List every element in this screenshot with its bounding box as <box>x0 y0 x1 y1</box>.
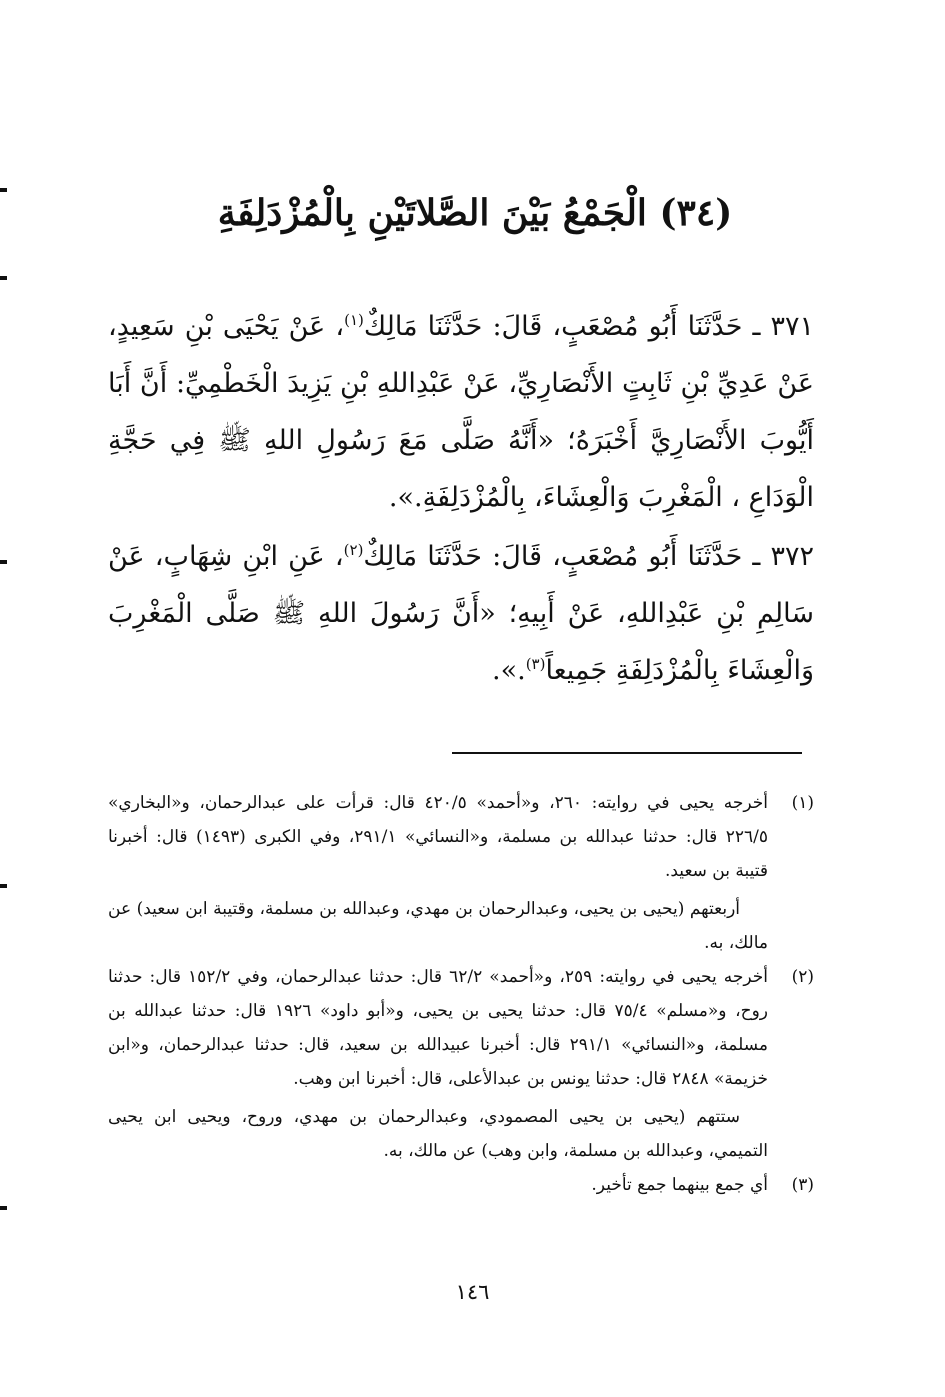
footnote-number: (١) <box>791 793 814 813</box>
footnote-paragraph: أربعتهم (يحيى بن يحيى، وعبدالرحمان بن مهدي، وعبدالله بن مسلمة، وقتيبة ابن سعيد) عن مالك، به. <box>108 899 768 953</box>
footnote-paragraph: أخرجه يحيى في روايته: ٢٥٩، و«أحمد» ٦٢/٢ قال: حدثنا عبدالرحمان، وفي ١٥٢/٢ قال: حدثنا روح، و«مسلم» ٧٥/٤ قال: حدثنا يحيى بن يحيى، و«أبو داود» ١٩٢٦ قال: حدثنا عبدالله بن مسلمة، و«النسائي» ٢٩١/١ قال: أخبرنا عبيدالله بن سعيد، قال: حدثنا عبدالرحمان، و«ابن خزيمة» ٢٨٤٨ قال: حدثنا يونس بن عبدالأعلى، قال: أخبرنا ابن وهب. <box>108 967 768 1089</box>
footnote-paragraph: أي جمع بينهما جمع تأخير. <box>591 1175 768 1195</box>
scan-edge-mark <box>0 276 7 280</box>
footnotes <box>108 786 814 1202</box>
hadith-371 <box>108 298 814 526</box>
footnote-ref-2[interactable]: (٢) <box>343 541 364 559</box>
footnote-body <box>108 1168 768 1202</box>
footnote-number: (٣) <box>791 1175 814 1195</box>
hadith-text: .». <box>492 655 526 686</box>
hadith-text: ٣٧٢ ـ حَدَّثَنَا أَبُو مُصْعَبٍ، قَالَ: حَدَّثَنَا مَالِكٌ <box>363 541 814 572</box>
footnote-body <box>108 786 768 960</box>
footnote-paragraph: أخرجه يحيى في روايته: ٢٦٠، و«أحمد» ٤٢٠/٥ قال: قرأت على عبدالرحمان، و«البخاري» ٢٢٦/٥ قال: حدثنا عبدالله بن مسلمة، و«النسائي» ٢٩١/١، وفي الكبرى (١٤٩٣) قال: أخبرنا قتيبة بن سعيد. <box>108 793 769 881</box>
chapter-title: (٣٤) الْجَمْعُ بَيْنَ الصَّلاتَيْنِ بِالْمُزْدَلِفَةِ <box>217 192 733 234</box>
footnote-3 <box>108 1168 814 1202</box>
scan-edge-mark <box>0 1206 7 1210</box>
hadith-text: ، عَنْ يَحْيَى بْنِ سَعِيدٍ، عَنْ عَدِيِّ بْنِ ثَابِتٍ الأَنْصَارِيِّ، عَنْ عَبْدِاللهِ بْنِ يَزِيدَ الْخَطْمِيِّ: أَنَّ أَبَا أَيُّوبَ الأَنْصَارِيَّ أَخْبَرَهُ؛ «أَنَّهُ صَلَّى مَعَ رَسُولِ اللهِ ﷺ فِي حَجَّةِ الْوَدَاعِ ، الْمَغْرِبَ وَالْعِشَاءَ، بِالْمُزْدَلِفَةِ.». <box>108 311 814 513</box>
hadith-text: ، عَنِ ابْنِ شِهَابٍ، عَنْ سَالِمِ بْنِ عَبْدِاللهِ، عَنْ أَبِيهِ؛ «أَنَّ رَسُولَ اللهِ ﷺ صَلَّى الْمَغْرِبَ وَالْعِشَاءَ بِالْمُزْدَلِفَةِ جَمِيعاً <box>108 541 814 686</box>
footnote-paragraph: ستتهم (يحيى بن يحيى المصمودي، وعبدالرحمان بن مهدي، وروح، ويحيى ابن يحيى التميمي، وعبدالله بن مسلمة، وابن وهب) عن مالك، به. <box>108 1107 768 1161</box>
page-number: ١٤٦ <box>455 1280 490 1304</box>
footnote-1 <box>108 786 814 960</box>
hadith-372 <box>108 528 814 699</box>
footnote-divider <box>452 752 802 754</box>
footnote-body <box>108 960 768 1168</box>
hadith-text: ٣٧١ ـ حَدَّثَنَا أَبُو مُصْعَبٍ، قَالَ: حَدَّثَنَا مَالِكٌ <box>363 311 814 342</box>
footnote-ref-1[interactable]: (١) <box>344 311 364 329</box>
scan-edge-mark <box>0 188 7 192</box>
footnote-number: (٢) <box>791 967 814 987</box>
scan-edge-mark <box>0 560 7 564</box>
footnote-2 <box>108 960 814 1168</box>
scan-edge-mark <box>0 884 7 888</box>
footnote-ref-3[interactable]: (٣) <box>525 655 546 673</box>
